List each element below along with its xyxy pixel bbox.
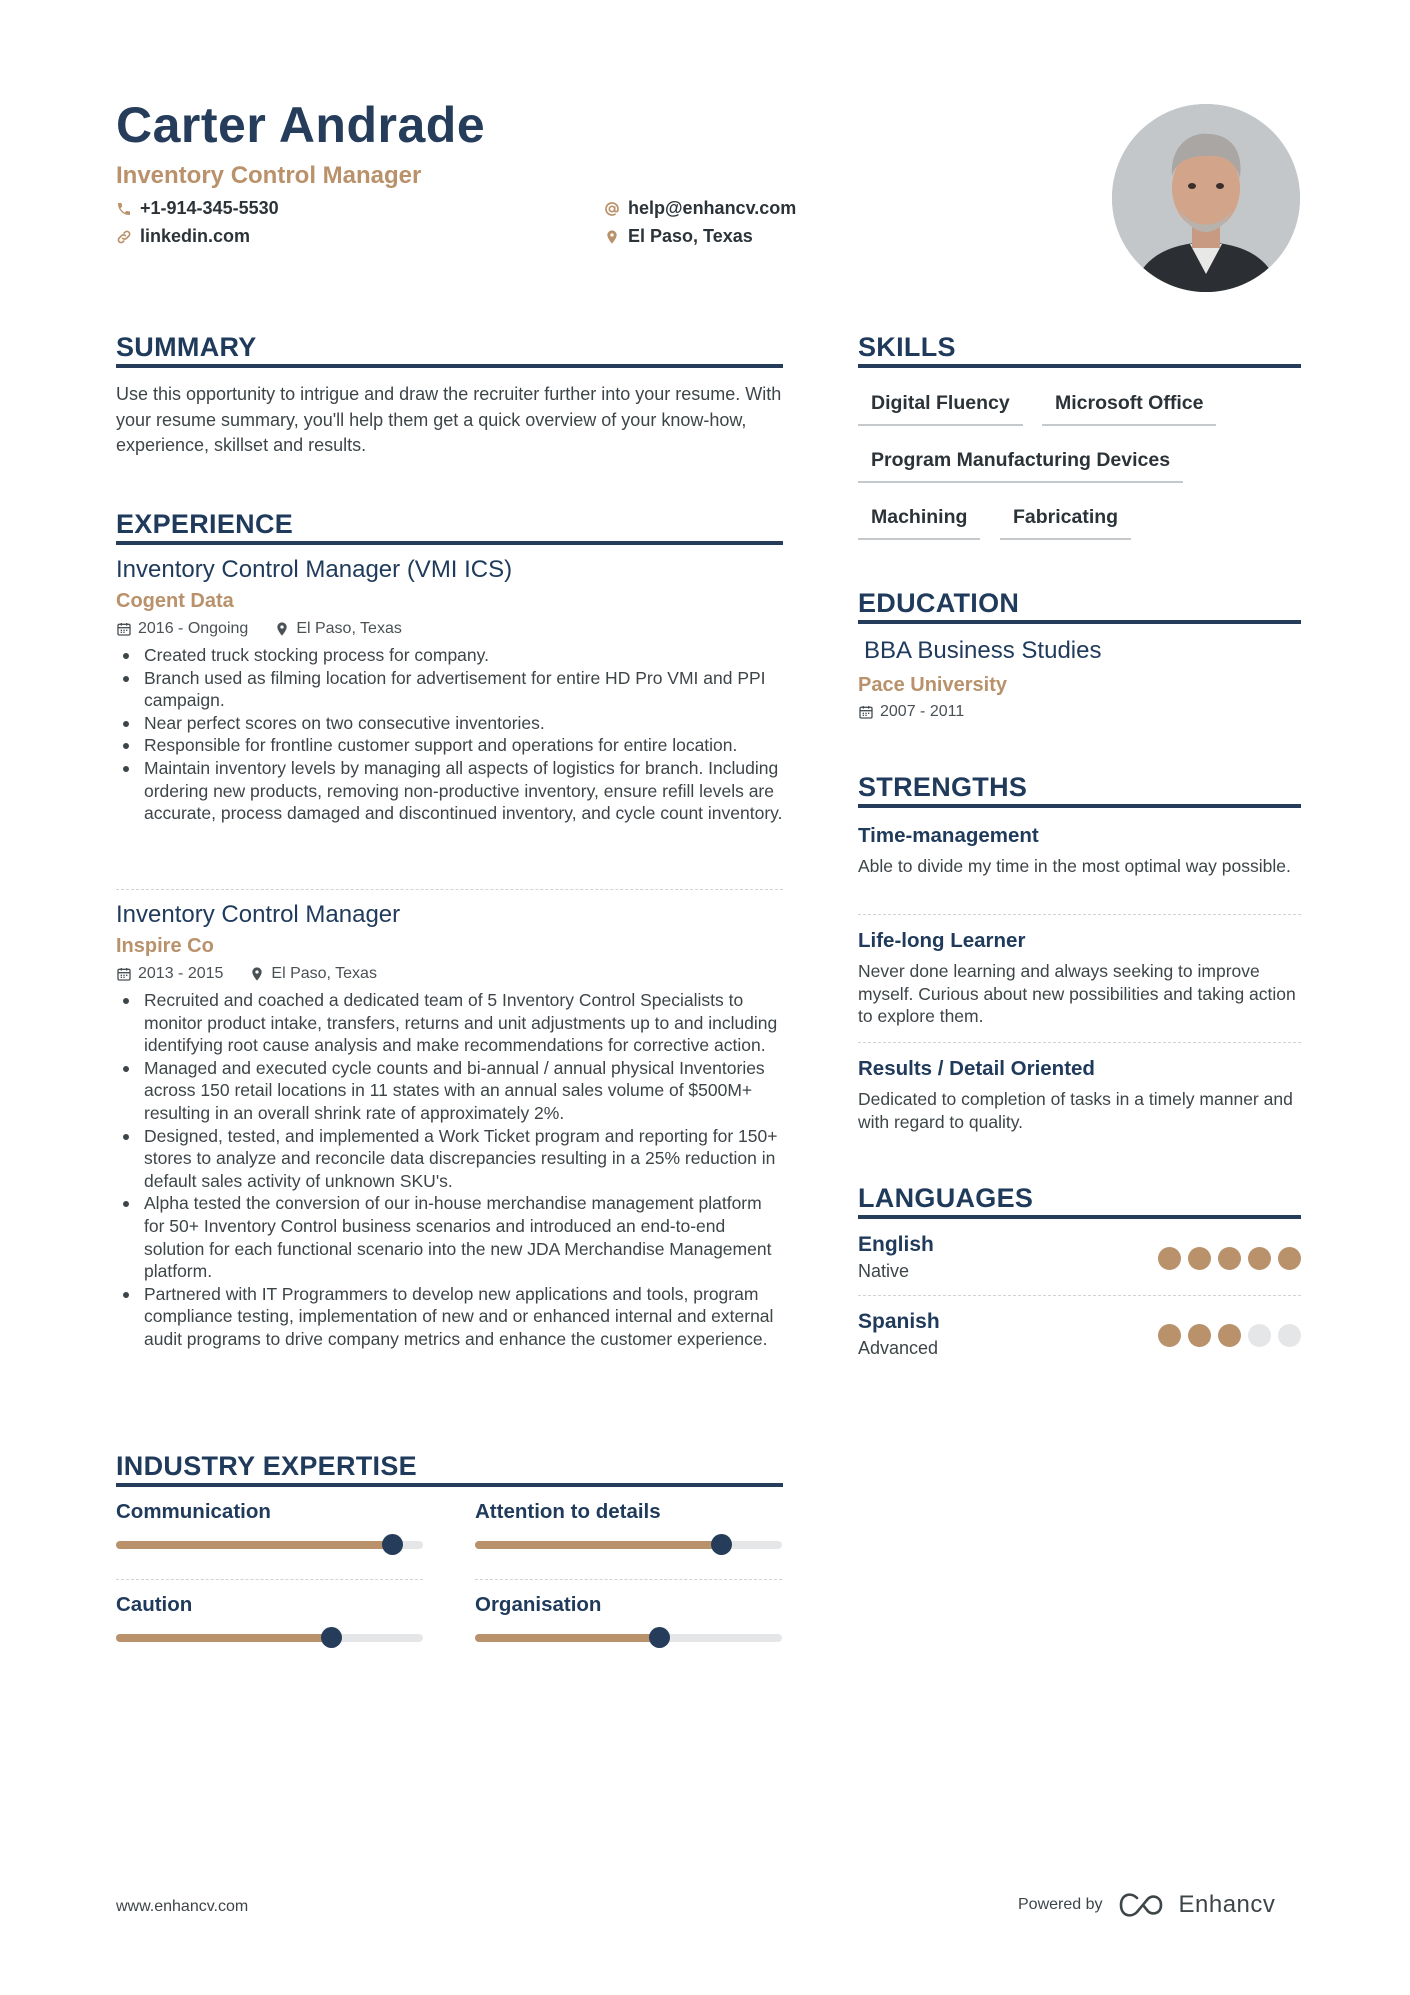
expertise-label: Attention to details [475, 1500, 661, 1523]
language-dots [1146, 1247, 1301, 1270]
expertise-knob [711, 1534, 732, 1555]
job-bullets [116, 989, 783, 1351]
strength-title: Life-long Learner [858, 929, 1026, 952]
experience-heading: EXPERIENCE [116, 509, 294, 539]
level-dot-filled [1218, 1324, 1241, 1347]
strengths-divider [858, 804, 1301, 808]
calendar-icon [116, 621, 132, 637]
link-icon [116, 229, 132, 245]
level-dot-filled [1248, 1247, 1271, 1270]
expertise-label: Communication [116, 1500, 271, 1523]
strength-text: Never done learning and always seeking to improve myself. Curious about new possibilities and taking action to explore them. [858, 961, 1296, 1027]
language-name: Spanish [858, 1310, 940, 1333]
strength-text: Dedicated to completion of tasks in a timely manner and with regard to quality. [858, 1089, 1293, 1132]
expertise-fill [116, 1541, 392, 1549]
expertise-separator [475, 1579, 782, 1580]
list-item: Recruited and coached a dedicated team of 5 Inventory Control Specialists to monitor product intake, transfers, returns and unit adjustments up to and including identifying root cause analysis and make recommendations for corrective action. [116, 989, 783, 1057]
job-entry [116, 901, 783, 1351]
expertise-bar [116, 1541, 423, 1549]
portrait-photo [1112, 104, 1300, 292]
language-level: Advanced [858, 1338, 939, 1358]
summary-text: Use this opportunity to intrigue and draw the recruiter further into your resume. With your resume summary, you'll help them get a quick overview of your know-how, experience, skillset and results. [116, 384, 782, 455]
expertise-fill [475, 1541, 721, 1549]
education-degree: BBA Business Studies [864, 637, 1102, 664]
level-dot-empty [1248, 1324, 1271, 1347]
phone-icon [116, 201, 132, 217]
education-school: Pace University [858, 674, 1007, 696]
education-divider [858, 620, 1301, 624]
level-dot-filled [1278, 1247, 1301, 1270]
candidate-title: Inventory Control Manager [116, 162, 422, 189]
strengths-heading: STRENGTHS [858, 772, 1028, 802]
strength-text: Able to divide my time in the most optimal way possible. [858, 856, 1291, 876]
level-dot-filled [1188, 1324, 1211, 1347]
linkedin-link[interactable]: linkedin.com [140, 226, 251, 246]
skill-tag: Program Manufacturing Devices [858, 449, 1183, 483]
job-dates: 2016 - Ongoing [138, 620, 249, 637]
expertise-knob [649, 1627, 670, 1648]
summary-heading: SUMMARY [116, 332, 257, 362]
list-item: Managed and executed cycle counts and bi-annual / annual physical Inventories across 150 retail locations in 11 states with an annual sales volume of $500M+ resulting in an overall shrink rate of approximately 2%. [116, 1057, 783, 1125]
job-company: Inspire Co [116, 935, 214, 957]
contact-linkedin [116, 226, 250, 247]
expertise-heading: INDUSTRY EXPERTISE [116, 1451, 417, 1481]
calendar-icon [858, 704, 874, 720]
education-meta [858, 703, 964, 721]
list-item: Designed, tested, and implemented a Work Ticket program and reporting for 150+ stores to analyze and reconcile data discrepancies resulting in a 25% reduction in default sales activity of unknown SKU's. [116, 1125, 783, 1193]
calendar-icon [116, 966, 132, 982]
summary-divider [116, 364, 783, 368]
job-entry [116, 556, 783, 825]
expertise-label: Caution [116, 1593, 193, 1616]
location-pin-icon [604, 229, 620, 245]
language-separator [858, 1295, 1301, 1296]
expertise-bar [475, 1541, 782, 1549]
skill-tag: Microsoft Office [1042, 392, 1216, 426]
expertise-separator [116, 1579, 423, 1580]
list-item: Branch used as filming location for advertisement for entire HD Pro VMI and PPI campaign. [116, 667, 783, 712]
expertise-bar [475, 1634, 782, 1642]
list-item: Responsible for frontline customer support and operations for entire location. [116, 734, 783, 757]
expertise-bar [116, 1634, 423, 1642]
skill-tag: Digital Fluency [858, 392, 1023, 426]
skills-heading: SKILLS [858, 332, 956, 362]
expertise-fill [475, 1634, 659, 1642]
skill-tag: Fabricating [1000, 506, 1131, 540]
job-bullets [116, 644, 783, 825]
brand-name: Enhancv [1178, 1891, 1276, 1918]
enhancv-logo-icon [1117, 1892, 1165, 1918]
location-text: El Paso, Texas [628, 226, 753, 246]
list-item: Near perfect scores on two consecutive inventories. [116, 712, 783, 735]
footer-powered [1018, 1891, 1275, 1919]
list-item: Maintain inventory levels by managing all aspects of logistics for branch. Including ordering new products, removing non-productive inventory, ensure refill levels are accurate, process damaged and discontinued inventory, and cycle count inventory. [116, 757, 783, 825]
expertise-fill [116, 1634, 331, 1642]
strength-separator [858, 914, 1301, 915]
language-name: English [858, 1233, 934, 1256]
contact-phone [116, 198, 279, 219]
level-dot-empty [1278, 1324, 1301, 1347]
candidate-name: Carter Andrade [116, 97, 486, 153]
location-pin-icon [249, 966, 265, 982]
list-item: Alpha tested the conversion of our in-house merchandise management platform for 50+ Inventory Control business scenarios and introduced an end-to-end solution for each functional scenario into the new JDA Merchandise Management platform. [116, 1192, 783, 1282]
strength-title: Results / Detail Oriented [858, 1057, 1095, 1080]
languages-heading: LANGUAGES [858, 1183, 1034, 1213]
job-role: Inventory Control Manager (VMI ICS) [116, 556, 513, 583]
education-dates: 2007 - 2011 [880, 703, 965, 720]
skill-tag: Machining [858, 506, 980, 540]
skills-divider [858, 364, 1301, 368]
job-role: Inventory Control Manager [116, 901, 401, 928]
job-company: Cogent Data [116, 590, 234, 612]
experience-divider [116, 541, 783, 545]
job-dates: 2013 - 2015 [138, 965, 224, 982]
email-address[interactable]: help@enhancv.com [628, 198, 797, 218]
language-level: Native [858, 1261, 910, 1281]
language-dots [1146, 1324, 1301, 1347]
strength-title: Time-management [858, 824, 1039, 847]
level-dot-filled [1158, 1247, 1181, 1270]
contact-email [604, 198, 796, 219]
job-location: El Paso, Texas [271, 965, 377, 982]
expertise-knob [382, 1534, 403, 1555]
languages-divider [858, 1215, 1301, 1219]
expertise-knob [321, 1627, 342, 1648]
at-icon [604, 201, 620, 217]
expertise-label: Organisation [475, 1593, 602, 1616]
expertise-divider [116, 1483, 783, 1487]
powered-by-label: Powered by [1018, 1896, 1103, 1913]
level-dot-filled [1158, 1324, 1181, 1347]
location-pin-icon [274, 621, 290, 637]
avatar [1112, 104, 1300, 292]
footer-website[interactable]: www.enhancv.com [116, 1898, 249, 1915]
list-item: Created truck stocking process for company. [116, 644, 783, 667]
job-separator [116, 889, 783, 890]
strength-separator [858, 1042, 1301, 1043]
level-dot-filled [1218, 1247, 1241, 1270]
job-location: El Paso, Texas [296, 620, 402, 637]
job-meta [116, 620, 783, 638]
contact-location [604, 226, 753, 247]
phone-number[interactable]: +1-914-345-5530 [140, 198, 279, 218]
level-dot-filled [1188, 1247, 1211, 1270]
education-heading: EDUCATION [858, 588, 1020, 618]
list-item: Partnered with IT Programmers to develop new applications and tools, program compliance testing, implementation of new and or enhanced internal and external audit programs to drive company metrics and enhance the customer experience. [116, 1283, 783, 1351]
job-meta [116, 965, 783, 983]
